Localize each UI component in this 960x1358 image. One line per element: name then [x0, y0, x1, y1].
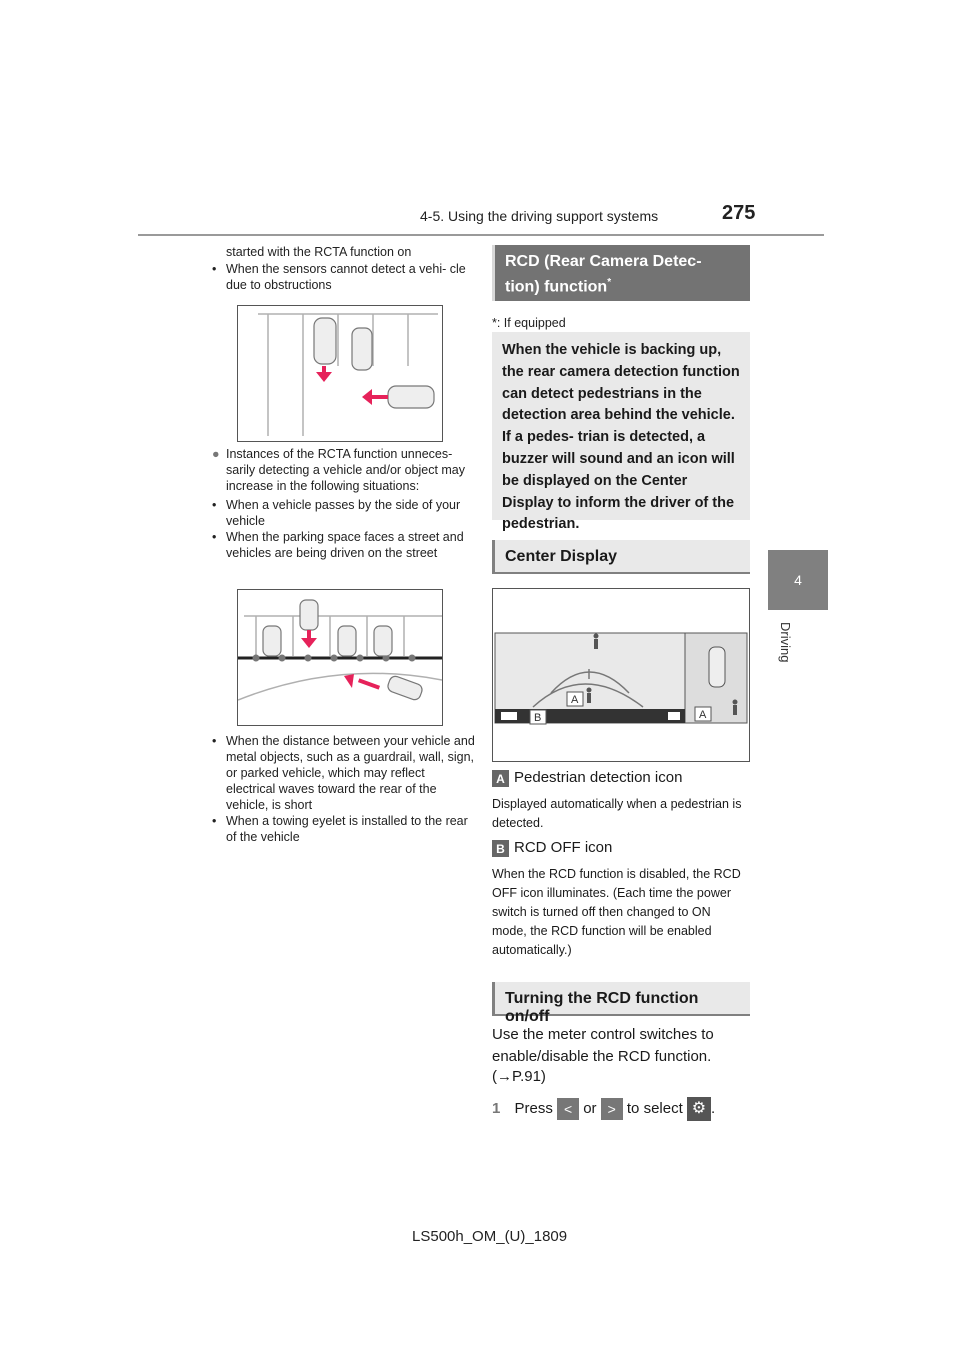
parking-illustration-1 — [237, 305, 443, 442]
left-arrow-icon: < — [557, 1098, 579, 1120]
bullet-text: When the distance between your vehicle and metal objects, such as a guardrail, wall, sign, or parked vehicle, which may reflect electrical waves toward the rear of the vehicle, is short — [226, 734, 475, 812]
intro-text: When the vehicle is backing up, the rear camera detection function can detect pedestrians in the detection area behind the vehicle. If a pedes- trian is detected, a buzzer will sound and an icon will be displayed on the Center Display to inform the driver of the pedestrian. — [502, 342, 740, 533]
label-a: A — [492, 770, 509, 787]
document-code: LS500h_OM_(U)_1809 — [412, 1228, 568, 1245]
continued-text: started with the RCTA function on — [226, 245, 412, 259]
rcd-section-bar — [492, 245, 750, 301]
turning-title: Turning the RCD function on/off — [505, 990, 699, 1025]
label-a-on-screen: A — [699, 709, 707, 721]
step-number: 1 — [492, 1100, 501, 1117]
use-text: Use the meter control switches to enable/disable the RCD function. — [492, 1026, 714, 1065]
section-title: 4-5. Using the driving support systems — [420, 208, 659, 224]
footnote: *: If equipped — [492, 316, 566, 330]
chapter-label: Driving — [778, 622, 793, 663]
step-1 — [492, 1097, 715, 1121]
settings-gear-icon: ⚙ — [687, 1097, 711, 1121]
right-arrow-icon: > — [601, 1098, 623, 1120]
label-b-on-screen: B — [534, 712, 542, 724]
parking-lot-drawing — [238, 306, 442, 441]
parking-illustration-2 — [237, 589, 443, 726]
bullet-text: When a vehicle passes by the side of your vehicle — [226, 498, 461, 528]
step-end: . — [710, 1100, 716, 1117]
page-number: 275 — [722, 202, 756, 224]
bullet-text: When the sensors cannot detect a vehi- cle due to obstructions — [226, 262, 466, 292]
page-reference: (→P.91) — [492, 1068, 546, 1085]
b-title: RCD OFF icon — [514, 839, 613, 856]
bullet-text: When a towing eyelet is installed to the rear of the vehicle — [226, 814, 468, 844]
center-display-title: Center Display — [505, 548, 618, 565]
bullet-item: • When a towing eyelet is installed to the rear of the vehicle — [212, 814, 468, 844]
chapter-number: 4 — [794, 572, 802, 588]
step-select: to select — [626, 1100, 683, 1117]
circle-text: Instances of the RCTA function unneces- sarily detecting a vehicle and/or object may increase in the following situations: — [226, 447, 466, 493]
rcd-section-title: RCD (Rear Camera Detec- tion) function — [505, 253, 702, 296]
step-press: Press — [514, 1100, 553, 1117]
b-description: When the RCD function is disabled, the RCD OFF icon illuminates. (Each time the power switch is turned off then changed to ON mode, the RCD function will be enabled automatically.) — [492, 867, 741, 957]
rcd-star: * — [607, 277, 612, 288]
turning-bar — [492, 982, 750, 1025]
label-b: B — [492, 840, 509, 857]
a-title: Pedestrian detection icon — [514, 769, 683, 786]
label-a-on-screen: A — [571, 694, 579, 706]
bullet-item: • When the parking space faces a street and vehicles are being driven on the street — [212, 530, 464, 560]
bullet-text: When the parking space faces a street and vehicles are being driven on the street — [226, 530, 464, 560]
a-description: Displayed automatically when a pedestrian is detected. — [492, 797, 742, 830]
camera-view-drawing — [493, 589, 749, 761]
center-display-bar — [492, 540, 750, 574]
bullet-item: • When the sensors cannot detect a vehi- cle due to obstructions — [212, 262, 466, 292]
circle-item: ● Instances of the RCTA function unneces- sarily detecting a vehicle and/or object may increase in the following situations: — [212, 447, 466, 493]
bullet-item: • When the distance between your vehicle and metal objects, such as a guardrail, wall, sign, or parked vehicle, which may reflect electrical waves toward the rear of the vehicle, is short — [212, 734, 475, 812]
center-display-illustration — [492, 588, 750, 762]
street-parking-drawing — [238, 590, 442, 725]
intro-box — [492, 332, 750, 533]
header-rule — [138, 234, 824, 236]
chapter-tab — [768, 550, 828, 610]
bullet-item: • When a vehicle passes by the side of your vehicle — [212, 498, 461, 528]
step-or: or — [583, 1100, 597, 1117]
